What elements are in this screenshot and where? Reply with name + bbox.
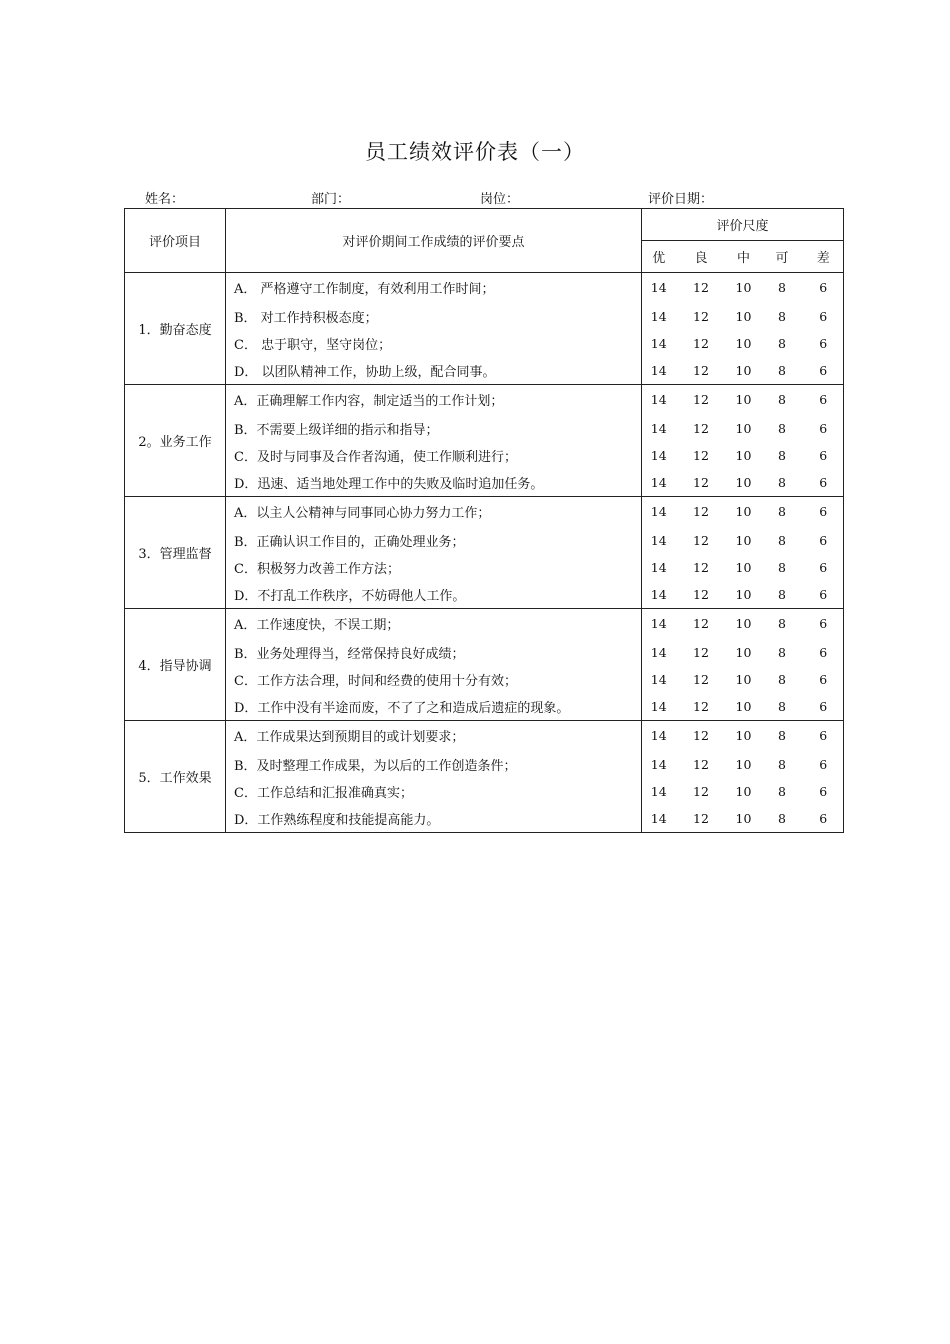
evaluation-point: D． 以团队精神工作，协助上级，配合同事。: [226, 357, 642, 385]
score-value: 10: [727, 497, 761, 527]
score-value: 14: [642, 357, 676, 385]
score-value: 12: [693, 420, 709, 436]
score-value: 6: [804, 357, 844, 385]
score-value: 14: [642, 666, 676, 693]
score-value: 8: [761, 721, 804, 751]
score-value: 10: [727, 581, 761, 609]
score-value: 12: [676, 357, 727, 385]
score-value: 8: [778, 671, 786, 687]
evaluation-point: B．不需要上级详细的指示和指导；: [226, 415, 642, 442]
table-row: [125, 527, 844, 554]
table-row: [125, 639, 844, 666]
table-row: [125, 805, 844, 833]
score-value: 12: [693, 447, 709, 463]
score-value: 10: [735, 308, 752, 324]
evaluation-point: B．业务处理得当，经常保持良好成绩；: [226, 639, 642, 666]
score-value: 10: [735, 532, 752, 548]
table-row: [125, 273, 844, 303]
evaluation-point: A．正确理解工作内容，制定适当的工作计划；: [226, 385, 642, 415]
table-row: [125, 721, 844, 751]
evaluation-point: C． 忠于职守，坚守岗位；: [226, 330, 642, 357]
evaluation-point: C．工作方法合理，时间和经费的使用十分有效；: [226, 666, 642, 693]
table-row: [125, 666, 844, 693]
score-value: 12: [676, 693, 727, 721]
score-value: 12: [693, 559, 709, 575]
score-value: 10: [735, 420, 752, 436]
table-row: [125, 357, 844, 385]
score-value: 6: [804, 639, 844, 666]
score-value: 12: [676, 805, 727, 833]
score-value: 12: [693, 308, 709, 324]
score-value: 14: [642, 751, 676, 778]
score-value: 10: [727, 357, 761, 385]
score-value: 14: [642, 330, 676, 357]
score-value: 12: [676, 721, 727, 751]
score-value: 6: [804, 609, 844, 639]
score-value: 14: [642, 303, 676, 330]
score-value: 8: [778, 783, 786, 799]
score-value: 6: [804, 751, 844, 778]
category-label: 3．管理监督: [125, 497, 226, 609]
score-value: 12: [693, 644, 709, 660]
score-value: 8: [778, 308, 786, 324]
score-value: 6: [804, 385, 844, 415]
score-value: 8: [761, 805, 804, 833]
score-value: 12: [693, 671, 709, 687]
score-value: 6: [804, 805, 844, 833]
score-value: 10: [727, 385, 761, 415]
category-label: 1．勤奋态度: [125, 273, 226, 385]
score-value: 8: [761, 469, 804, 497]
score-value: 10: [735, 447, 752, 463]
table-row: [125, 497, 844, 527]
table-row: [125, 693, 844, 721]
evaluation-table: [124, 208, 844, 833]
table-row: [125, 751, 844, 778]
score-value: 6: [804, 330, 844, 357]
table-row: [125, 609, 844, 639]
score-value: 10: [735, 644, 752, 660]
score-value: 8: [761, 581, 804, 609]
table-row: [125, 554, 844, 581]
evaluation-point: C．及时与同事及合作者沟通，使工作顺利进行；: [226, 442, 642, 469]
name-label: 姓名：: [145, 192, 185, 207]
score-value: 12: [693, 756, 709, 772]
score-value: 8: [778, 447, 786, 463]
score-value: 8: [761, 357, 804, 385]
score-value: 14: [642, 639, 676, 666]
evaluation-point: D．工作熟练程度和技能提高能力。: [226, 805, 642, 833]
score-value: 12: [676, 469, 727, 497]
table-row: [125, 581, 844, 609]
evaluation-point: B．正确认识工作目的，正确处理业务；: [226, 527, 642, 554]
score-value: 12: [676, 497, 727, 527]
evaluation-point: B．及时整理工作成果，为以后的工作创造条件；: [226, 751, 642, 778]
score-value: 6: [804, 554, 844, 581]
score-value: 8: [761, 385, 804, 415]
evaluation-point: A．工作速度快，不误工期；: [226, 609, 642, 639]
score-value: 8: [778, 559, 786, 575]
score-value: 14: [642, 721, 676, 751]
score-value: 6: [804, 415, 844, 442]
score-value: 10: [735, 335, 752, 351]
score-value: 14: [642, 609, 676, 639]
score-value: 14: [642, 497, 676, 527]
grade-header: 良: [676, 241, 727, 273]
evaluation-point: D．不打乱工作秩序，不妨碍他人工作。: [226, 581, 642, 609]
page-title: 员工绩效评价表（一）: [365, 140, 585, 164]
table-row: [125, 303, 844, 330]
header-evaluation-scale: 评价尺度: [642, 209, 844, 241]
score-value: 6: [804, 778, 844, 805]
grade-header: 中: [727, 241, 761, 273]
header-evaluation-item: 评价项目: [125, 209, 226, 273]
score-value: 8: [761, 273, 804, 303]
score-value: 10: [727, 721, 761, 751]
evaluation-point: C．工作总结和汇报准确真实；: [226, 778, 642, 805]
score-value: 8: [761, 497, 804, 527]
evaluation-date-label: 评价日期：: [648, 192, 714, 207]
grade-header: 优: [642, 241, 676, 273]
score-value: 6: [804, 666, 844, 693]
score-value: 14: [642, 693, 676, 721]
score-value: 14: [642, 469, 676, 497]
score-value: 12: [676, 273, 727, 303]
score-value: 10: [727, 609, 761, 639]
category-label: 4．指导协调: [125, 609, 226, 721]
score-value: 6: [804, 469, 844, 497]
score-value: 14: [642, 385, 676, 415]
table-body: [125, 273, 844, 833]
score-value: 12: [676, 609, 727, 639]
table-row: [125, 469, 844, 497]
score-value: 8: [778, 532, 786, 548]
score-value: 14: [642, 554, 676, 581]
department-label: 部门：: [311, 192, 351, 207]
grade-header: 可: [761, 241, 804, 273]
category-label: 5．工作效果: [125, 721, 226, 833]
score-value: 12: [693, 335, 709, 351]
table-row: [125, 385, 844, 415]
score-value: 10: [735, 783, 752, 799]
score-value: 8: [778, 644, 786, 660]
score-value: 6: [804, 497, 844, 527]
score-value: 8: [778, 756, 786, 772]
score-value: 10: [727, 469, 761, 497]
position-label: 岗位：: [480, 192, 520, 207]
evaluation-point: A．工作成果达到预期目的或计划要求；: [226, 721, 642, 751]
score-value: 14: [642, 581, 676, 609]
evaluation-point: C．积极努力改善工作方法；: [226, 554, 642, 581]
evaluation-point: D．迅速、适当地处理工作中的失败及临时追加任务。: [226, 469, 642, 497]
evaluation-point: B． 对工作持积极态度；: [226, 303, 642, 330]
score-value: 8: [778, 420, 786, 436]
table-row: [125, 778, 844, 805]
score-value: 14: [642, 415, 676, 442]
score-value: 10: [727, 805, 761, 833]
score-value: 8: [761, 609, 804, 639]
score-value: 10: [735, 559, 752, 575]
score-value: 10: [735, 756, 752, 772]
score-value: 6: [804, 581, 844, 609]
score-value: 14: [642, 273, 676, 303]
score-value: 6: [804, 693, 844, 721]
score-value: 12: [676, 385, 727, 415]
score-value: 14: [642, 805, 676, 833]
score-value: 6: [804, 721, 844, 751]
score-value: 6: [804, 527, 844, 554]
score-value: 10: [735, 671, 752, 687]
grade-header: 差: [804, 241, 844, 273]
category-label: 2。业务工作: [125, 385, 226, 497]
evaluation-point: D．工作中没有半途而废，不了了之和造成后遗症的现象。: [226, 693, 642, 721]
table-row: [125, 415, 844, 442]
score-value: 6: [804, 303, 844, 330]
table-row: [125, 330, 844, 357]
score-value: 10: [727, 693, 761, 721]
evaluation-point: A．以主人公精神与同事同心协力努力工作；: [226, 497, 642, 527]
score-value: 12: [676, 581, 727, 609]
score-value: 12: [693, 532, 709, 548]
score-value: 14: [642, 778, 676, 805]
table-row: [125, 442, 844, 469]
header-evaluation-points: 对评价期间工作成绩的评价要点: [226, 209, 642, 273]
score-value: 14: [642, 527, 676, 554]
score-value: 6: [804, 442, 844, 469]
score-value: 8: [778, 335, 786, 351]
evaluation-point: A． 严格遵守工作制度，有效利用工作时间；: [226, 273, 642, 303]
score-value: 6: [804, 273, 844, 303]
score-value: 12: [693, 783, 709, 799]
score-value: 14: [642, 442, 676, 469]
score-value: 8: [761, 693, 804, 721]
score-value: 10: [727, 273, 761, 303]
